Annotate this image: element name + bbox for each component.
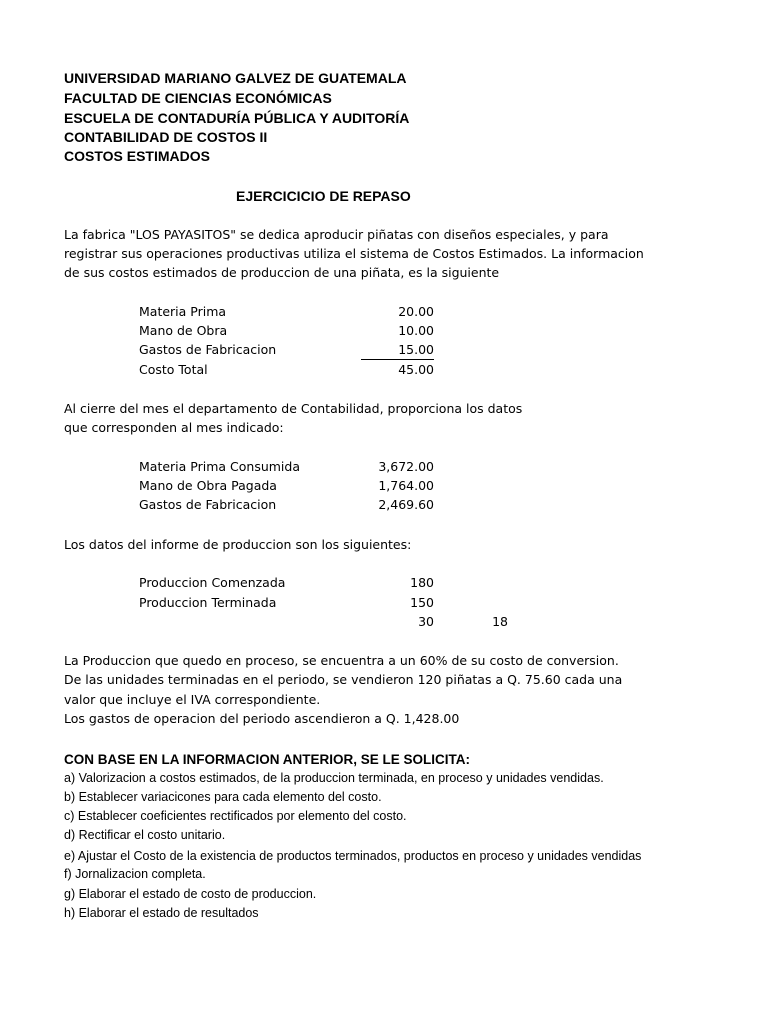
- production-label: Produccion Terminada: [139, 595, 277, 610]
- production-label: Produccion Comenzada: [139, 575, 286, 590]
- requirement-item: c) Establecer coeficientes rectificados por elemento del costo.: [64, 809, 407, 823]
- actual-cost-value: 3,672.00: [378, 459, 434, 474]
- actual-cost-label: Gastos de Fabricacion: [139, 497, 277, 512]
- intro-line-1: La fabrica "LOS PAYASITOS" se dedica aproducir piñatas con diseños especiales, y para: [64, 227, 609, 242]
- requirement-item: b) Establecer variacicones para cada elemento del costo.: [64, 790, 382, 804]
- estimated-cost-value: 20.00: [398, 304, 434, 319]
- month-intro-line-2: que corresponden al mes indicado:: [64, 420, 284, 435]
- estimated-cost-label: Materia Prima: [139, 304, 227, 319]
- estimated-cost-label: Gastos de Fabricacion: [139, 342, 277, 357]
- requirement-item: d) Rectificar el costo unitario.: [64, 828, 226, 842]
- production-value: 150: [410, 595, 434, 610]
- intro-line-2: registrar sus operaciones productivas utiliza el sistema de Costos Estimados. La informacion: [64, 246, 644, 261]
- production-value: 180: [410, 575, 434, 590]
- estimated-cost-value: 15.00: [398, 342, 434, 357]
- requirement-item: h) Elaborar el estado de resultados: [64, 906, 259, 920]
- header-line-faculty: FACULTAD DE CIENCIAS ECONÓMICAS: [64, 90, 332, 106]
- requirements-title: CON BASE EN LA INFORMACION ANTERIOR, SE LE SOLICITA:: [64, 752, 471, 767]
- note-line-3: valor que incluye el IVA correspondiente.: [64, 692, 321, 707]
- intro-line-3: de sus costos estimados de produccion de una piñata, es la siguiente: [64, 265, 500, 280]
- note-line-2: De las unidades terminadas en el periodo, se vendieron 120 piñatas a Q. 75.60 cada una: [64, 672, 623, 687]
- requirement-item: a) Valorizacion a costos estimados, de la produccion terminada, en proceso y unidades vendidas.: [64, 771, 604, 785]
- production-extra-value: 18: [492, 614, 508, 629]
- production-difference: 30: [418, 614, 434, 629]
- note-line-1: La Produccion que quedo en proceso, se encuentra a un 60% de su costo de conversion.: [64, 653, 619, 668]
- actual-cost-label: Mano de Obra Pagada: [139, 478, 277, 493]
- note-line-4: Los gastos de operacion del periodo ascendieron a Q. 1,428.00: [64, 711, 460, 726]
- estimated-cost-total-value: 45.00: [398, 362, 434, 377]
- requirement-item: f) Jornalizacion completa.: [64, 867, 206, 881]
- header-line-topic: COSTOS ESTIMADOS: [64, 148, 210, 164]
- estimated-cost-value: 10.00: [398, 323, 434, 338]
- actual-cost-value: 1,764.00: [378, 478, 434, 493]
- production-intro: Los datos del informe de produccion son los siguientes:: [64, 537, 412, 552]
- requirement-item: e) Ajustar el Costo de la existencia de productos terminados, productos en proceso y unidades vendidas: [64, 849, 642, 863]
- actual-cost-label: Materia Prima Consumida: [139, 459, 300, 474]
- total-underline: [361, 359, 434, 360]
- header-line-university: UNIVERSIDAD MARIANO GALVEZ DE GUATEMALA: [64, 70, 407, 86]
- month-intro-line-1: Al cierre del mes el departamento de Contabilidad, proporciona los datos: [64, 401, 523, 416]
- header-line-school: ESCUELA DE CONTADURÍA PÚBLICA Y AUDITORÍA: [64, 110, 410, 126]
- page-title: EJERCICICIO DE REPASO: [236, 188, 411, 204]
- actual-cost-value: 2,469.60: [378, 497, 434, 512]
- header-line-course: CONTABILIDAD DE COSTOS II: [64, 129, 268, 145]
- requirement-item: g) Elaborar el estado de costo de produccion.: [64, 887, 317, 901]
- estimated-cost-label: Mano de Obra: [139, 323, 228, 338]
- estimated-cost-total-label: Costo Total: [139, 362, 208, 377]
